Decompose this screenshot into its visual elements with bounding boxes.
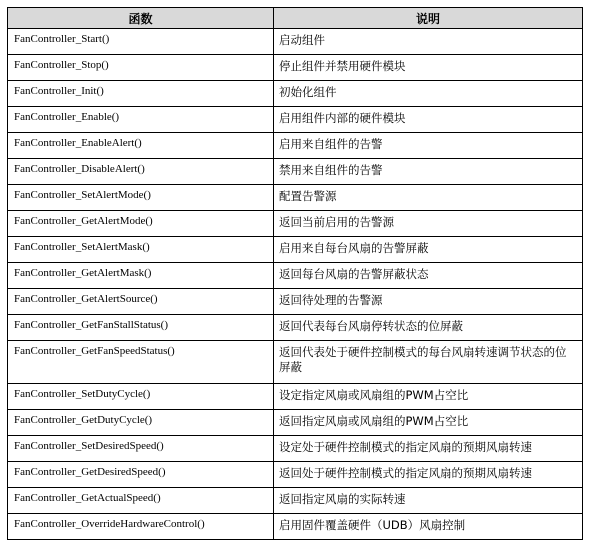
- function-name-cell: FanController_Enable(): [8, 107, 274, 133]
- function-name-cell: FanController_GetDesiredSpeed(): [8, 462, 274, 488]
- description-cell: 启用固件覆盖硬件（UDB）风扇控制: [274, 514, 583, 540]
- table-row: [8, 436, 583, 462]
- description-cell: 设定处于硬件控制模式的指定风扇的预期风扇转速: [274, 436, 583, 462]
- function-name-cell: FanController_GetAlertSource(): [8, 289, 274, 315]
- description-cell: 返回当前启用的告警源: [274, 211, 583, 237]
- table-row: [8, 462, 583, 488]
- description-cell: 设定指定风扇或风扇组的PWM占空比: [274, 384, 583, 410]
- description-cell: 返回处于硬件控制模式的指定风扇的预期风扇转速: [274, 462, 583, 488]
- description-cell: 禁用来自组件的告警: [274, 159, 583, 185]
- description-cell: 配置告警源: [274, 185, 583, 211]
- table-row: [8, 410, 583, 436]
- table-row: [8, 384, 583, 410]
- function-name-cell: FanController_EnableAlert(): [8, 133, 274, 159]
- function-name-cell: FanController_Start(): [8, 29, 274, 55]
- table-row: [8, 263, 583, 289]
- function-name-cell: FanController_Stop(): [8, 55, 274, 81]
- function-name-cell: FanController_GetAlertMode(): [8, 211, 274, 237]
- api-function-table: [7, 7, 583, 540]
- description-cell: 返回代表处于硬件控制模式的每台风扇转速调节状态的位屏蔽: [274, 341, 583, 384]
- function-name-cell: FanController_SetDesiredSpeed(): [8, 436, 274, 462]
- table-row: [8, 107, 583, 133]
- description-cell: 返回指定风扇的实际转速: [274, 488, 583, 514]
- description-cell: 返回代表每台风扇停转状态的位屏蔽: [274, 315, 583, 341]
- function-name-cell: FanController_OverrideHardwareControl(): [8, 514, 274, 540]
- function-column-header: 函数: [8, 8, 274, 29]
- description-cell: 返回待处理的告警源: [274, 289, 583, 315]
- function-name-cell: FanController_SetDutyCycle(): [8, 384, 274, 410]
- function-name-cell: FanController_GetActualSpeed(): [8, 488, 274, 514]
- table-row: [8, 185, 583, 211]
- function-name-cell: FanController_SetAlertMode(): [8, 185, 274, 211]
- description-cell: 返回每台风扇的告警屏蔽状态: [274, 263, 583, 289]
- table-header: [8, 8, 583, 29]
- function-name-cell: FanController_GetAlertMask(): [8, 263, 274, 289]
- description-cell: 停止组件并禁用硬件模块: [274, 55, 583, 81]
- description-cell: 启用来自组件的告警: [274, 133, 583, 159]
- table-body: [8, 29, 583, 540]
- function-name-cell: FanController_DisableAlert(): [8, 159, 274, 185]
- description-cell: 启用来自每台风扇的告警屏蔽: [274, 237, 583, 263]
- table-row: [8, 81, 583, 107]
- table-row: [8, 289, 583, 315]
- table-row: [8, 133, 583, 159]
- function-name-cell: FanController_GetFanSpeedStatus(): [8, 341, 274, 384]
- description-column-header: 说明: [274, 8, 583, 29]
- description-cell: 启用组件内部的硬件模块: [274, 107, 583, 133]
- table-row: [8, 514, 583, 540]
- table-row: [8, 159, 583, 185]
- description-cell: 返回指定风扇或风扇组的PWM占空比: [274, 410, 583, 436]
- table-row: [8, 315, 583, 341]
- table-row: [8, 488, 583, 514]
- description-cell: 初始化组件: [274, 81, 583, 107]
- function-name-cell: FanController_GetDutyCycle(): [8, 410, 274, 436]
- function-name-cell: FanController_SetAlertMask(): [8, 237, 274, 263]
- table-row: [8, 341, 583, 384]
- function-name-cell: FanController_GetFanStallStatus(): [8, 315, 274, 341]
- table-row: [8, 211, 583, 237]
- description-cell: 启动组件: [274, 29, 583, 55]
- table-row: [8, 237, 583, 263]
- header-row: [8, 8, 583, 29]
- function-name-cell: FanController_Init(): [8, 81, 274, 107]
- table-row: [8, 29, 583, 55]
- table-row: [8, 55, 583, 81]
